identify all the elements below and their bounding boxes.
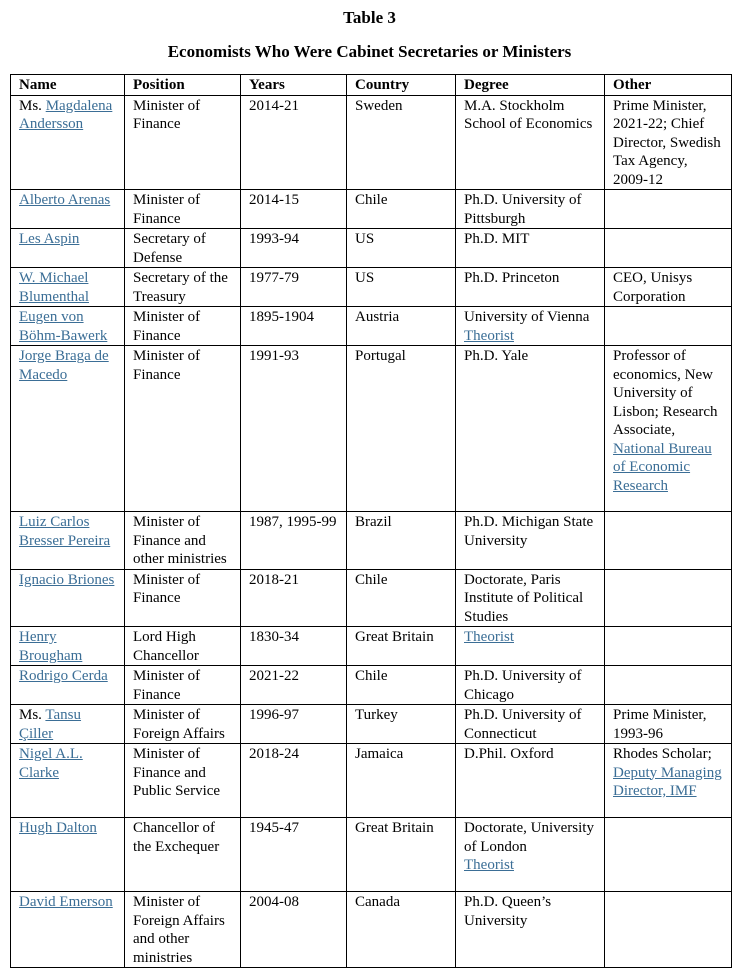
other-link[interactable]: Deputy Managing Director, IMF [613, 764, 722, 799]
other-text: CEO, Unisys Corporation [613, 270, 693, 305]
position-text: Chancellor of the Exchequer [133, 820, 220, 855]
years-cell [241, 569, 347, 627]
position-text: Secretary of Defense [133, 231, 206, 266]
degree-text: Ph.D. MIT [464, 231, 530, 247]
degree-text: Doctorate, University of London [464, 820, 594, 855]
country-cell [347, 512, 456, 570]
other-cell [605, 95, 732, 190]
country-text: Jamaica [355, 746, 404, 762]
country-text: Brazil [355, 514, 392, 530]
degree-text: Ph.D. Princeton [464, 270, 560, 286]
name-link[interactable]: David Emerson [19, 894, 113, 910]
degree-cell [456, 569, 605, 627]
name-cell [11, 744, 125, 818]
name-link[interactable]: Luiz Carlos Bresser Pereira [19, 514, 111, 549]
table-row [11, 346, 732, 512]
degree-cell [456, 512, 605, 570]
column-header-name: Name [11, 75, 125, 96]
name-link[interactable]: Eugen von Böhm-Bawerk [19, 309, 108, 344]
position-text: Secretary of the Treasury [133, 270, 228, 305]
degree-text: D.Phil. Oxford [464, 746, 554, 762]
position-cell [125, 744, 241, 818]
position-cell [125, 705, 241, 744]
other-cell [605, 705, 732, 744]
column-header-other: Other [605, 75, 732, 96]
position-cell [125, 346, 241, 512]
table-header-row [11, 75, 732, 96]
years-cell [241, 229, 347, 268]
name-cell [11, 95, 125, 190]
degree-text: Ph.D. University of Pittsburgh [464, 192, 582, 227]
position-cell [125, 818, 241, 892]
years-text: 1993-94 [249, 231, 299, 247]
other-link[interactable]: National Bureau of Economic Research [613, 440, 712, 494]
position-text: Minister of Finance [133, 668, 201, 703]
country-text: Turkey [355, 707, 398, 723]
position-text: Minister of Foreign Affairs and other ministries [133, 894, 225, 966]
table-row [11, 892, 732, 968]
country-cell [347, 229, 456, 268]
position-text: Minister of Finance [133, 571, 201, 606]
position-cell [125, 666, 241, 705]
position-text: Lord High Chancellor [133, 629, 199, 664]
country-cell [347, 627, 456, 666]
position-text: Minister of Finance [133, 192, 201, 227]
table-row [11, 95, 732, 190]
name-link[interactable]: Hugh Dalton [19, 820, 97, 836]
other-text: Prime Minister, 1993-96 [613, 707, 707, 742]
country-text: US [355, 270, 375, 286]
country-text: US [355, 231, 375, 247]
name-link[interactable]: W. Michael Blumenthal [19, 270, 89, 305]
name-cell [11, 512, 125, 570]
position-cell [125, 307, 241, 346]
name-cell [11, 307, 125, 346]
country-text: Canada [355, 894, 400, 910]
position-text: Minister of Finance [133, 309, 201, 344]
table-row [11, 229, 732, 268]
other-cell [605, 229, 732, 268]
position-cell [125, 569, 241, 627]
degree-text: M.A. Stockholm School of Economics [464, 97, 593, 132]
years-cell [241, 512, 347, 570]
years-text: 2014-21 [249, 97, 299, 114]
years-cell [241, 346, 347, 512]
other-cell [605, 512, 732, 570]
position-text: Minister of Finance [133, 97, 201, 132]
years-cell [241, 95, 347, 190]
name-cell [11, 818, 125, 892]
years-text: 1991-93 [249, 348, 299, 364]
country-text: Chile [355, 192, 388, 208]
degree-cell [456, 95, 605, 190]
theorist-link[interactable]: Theorist [464, 857, 514, 873]
country-cell [347, 307, 456, 346]
country-text: Great Britain [355, 820, 434, 836]
name-prefix: Ms. [19, 97, 46, 114]
position-cell [125, 229, 241, 268]
degree-cell [456, 190, 605, 229]
country-cell [347, 744, 456, 818]
other-cell [605, 569, 732, 627]
other-cell [605, 190, 732, 229]
years-text: 2021-22 [249, 668, 299, 684]
years-text: 2004-08 [249, 894, 299, 910]
degree-cell [456, 666, 605, 705]
table-row [11, 512, 732, 570]
other-cell [605, 346, 732, 512]
name-link[interactable]: Ignacio Briones [19, 571, 115, 588]
years-text: 2018-24 [249, 746, 299, 762]
name-link[interactable]: Rodrigo Cerda [19, 668, 108, 684]
table-body [11, 95, 732, 968]
country-text: Portugal [355, 348, 406, 364]
name-cell [11, 268, 125, 307]
name-cell [11, 705, 125, 744]
name-link[interactable]: Henry Brougham [19, 629, 83, 664]
years-text: 1895-1904 [249, 309, 314, 325]
degree-text: Ph.D. Michigan State University [464, 514, 594, 549]
degree-cell [456, 892, 605, 968]
column-header-years: Years [241, 75, 347, 96]
country-cell [347, 705, 456, 744]
position-text: Minister of Finance [133, 348, 201, 383]
years-text: 1830-34 [249, 629, 299, 645]
other-cell [605, 892, 732, 968]
position-cell [125, 190, 241, 229]
economists-table [10, 74, 732, 968]
years-text: 2014-15 [249, 192, 299, 208]
theorist-link[interactable]: Theorist [464, 629, 514, 645]
degree-cell [456, 307, 605, 346]
degree-cell [456, 229, 605, 268]
table-row [11, 190, 732, 229]
degree-text: University of Vienna [464, 309, 590, 325]
years-cell [241, 190, 347, 229]
years-cell [241, 892, 347, 968]
country-cell [347, 346, 456, 512]
degree-cell [456, 346, 605, 512]
degree-cell [456, 705, 605, 744]
name-link[interactable]: Magdalena Andersson [19, 97, 113, 132]
column-header-degree: Degree [456, 75, 605, 96]
degree-text: Ph.D. University of Chicago [464, 668, 582, 703]
other-text: Prime Minister, 2021-22; Chief Director, Swedish Tax Agency, 2009-12 [613, 97, 721, 188]
years-text: 2018-21 [249, 571, 299, 588]
other-cell [605, 666, 732, 705]
years-text: 1987, 1995-99 [249, 514, 337, 530]
table-title: Economists Who Were Cabinet Secretaries or Ministers [167, 42, 572, 61]
position-text: Minister of Finance and Public Service [133, 746, 221, 799]
name-cell [11, 569, 125, 627]
years-cell [241, 307, 347, 346]
name-link[interactable]: Nigel A.L. Clarke [19, 746, 83, 781]
country-text: Austria [355, 309, 400, 325]
table-row [11, 627, 732, 666]
country-cell [347, 666, 456, 705]
name-cell [11, 229, 125, 268]
years-cell [241, 627, 347, 666]
years-cell [241, 268, 347, 307]
table-label: Table 3 [343, 8, 396, 27]
name-cell [11, 190, 125, 229]
years-cell [241, 666, 347, 705]
country-cell [347, 190, 456, 229]
other-cell [605, 268, 732, 307]
degree-cell [456, 627, 605, 666]
country-text: Chile [355, 571, 388, 588]
other-cell [605, 307, 732, 346]
position-cell [125, 95, 241, 190]
other-text: Rhodes Scholar; [613, 746, 712, 762]
name-cell [11, 346, 125, 512]
other-cell [605, 818, 732, 892]
degree-text: Doctorate, Paris Institute of Political Studies [464, 571, 584, 625]
position-text: Minister of Finance and other ministries [133, 514, 227, 567]
name-cell [11, 627, 125, 666]
name-link[interactable]: Tansu Çiller [19, 707, 82, 742]
column-header-country: Country [347, 75, 456, 96]
country-cell [347, 818, 456, 892]
country-cell [347, 892, 456, 968]
position-cell [125, 512, 241, 570]
name-cell [11, 666, 125, 705]
column-header-position: Position [125, 75, 241, 96]
name-link[interactable]: Les Aspin [19, 231, 80, 247]
position-cell [125, 627, 241, 666]
name-prefix: Ms. [19, 707, 46, 723]
name-link[interactable]: Jorge Braga de Macedo [19, 348, 109, 383]
table-row [11, 666, 732, 705]
years-cell [241, 705, 347, 744]
years-text: 1945-47 [249, 820, 299, 836]
country-text: Chile [355, 668, 388, 684]
degree-text: Ph.D. University of Connecticut [464, 707, 582, 742]
name-link[interactable]: Alberto Arenas [19, 192, 111, 208]
country-cell [347, 95, 456, 190]
country-cell [347, 268, 456, 307]
table-row [11, 268, 732, 307]
table-row [11, 705, 732, 744]
degree-cell [456, 744, 605, 818]
country-text: Great Britain [355, 629, 434, 645]
degree-cell [456, 818, 605, 892]
position-cell [125, 892, 241, 968]
table-row [11, 744, 732, 818]
other-cell [605, 627, 732, 666]
table-row [11, 569, 732, 627]
other-cell [605, 744, 732, 818]
position-text: Minister of Foreign Affairs [133, 707, 225, 742]
years-text: 1996-97 [249, 707, 299, 723]
table-row [11, 307, 732, 346]
table-row [11, 818, 732, 892]
degree-text: Ph.D. Yale [464, 348, 529, 364]
years-cell [241, 818, 347, 892]
degree-text: Ph.D. Queen’s University [464, 894, 552, 929]
years-text: 1977-79 [249, 270, 299, 286]
theorist-link[interactable]: Theorist [464, 327, 514, 344]
other-text: Professor of economics, New University of Lisbon; Research Associate, [613, 348, 718, 438]
years-cell [241, 744, 347, 818]
name-cell [11, 892, 125, 968]
position-cell [125, 268, 241, 307]
country-cell [347, 569, 456, 627]
country-text: Sweden [355, 97, 403, 114]
degree-cell [456, 268, 605, 307]
